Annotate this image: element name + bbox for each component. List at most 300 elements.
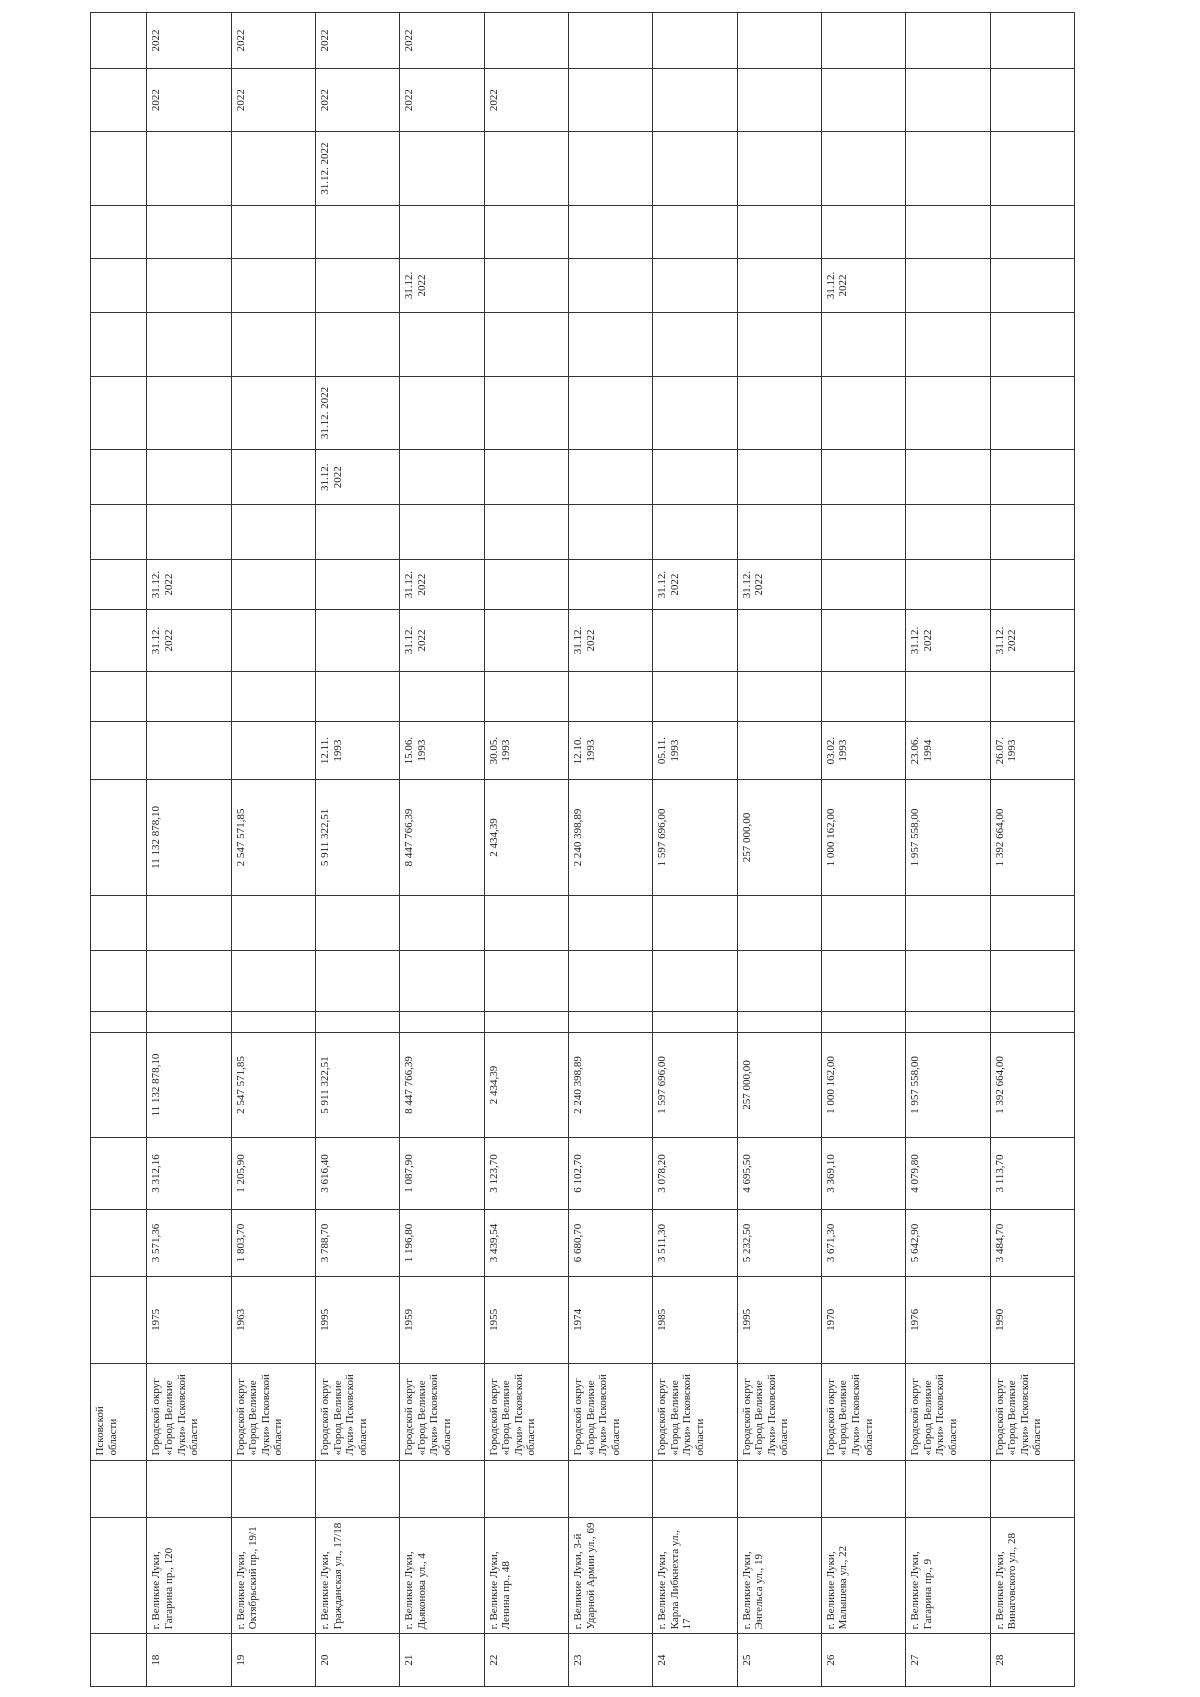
deadline-cell [147, 313, 231, 376]
cost-total-cell [91, 780, 147, 896]
construction-year-cell: 1959 [400, 1277, 484, 1363]
municipality-cell: Городской округ «Город Великие Луки» Псковской области [821, 1363, 905, 1460]
empty-cell [231, 1011, 315, 1032]
deadline-cell: 31.12. 2022 [315, 132, 399, 206]
deadline-cell: 31.12. 2022 [568, 610, 652, 671]
cost-total-cell: 1 392 664,00 [990, 780, 1075, 896]
municipality-cell: Городской округ «Город Великие Луки» Псковской области [653, 1363, 737, 1460]
deadline-cell [821, 610, 905, 671]
table-row [653, 13, 737, 1687]
cost-total-cell: 5 911 322,51 [315, 780, 399, 896]
privatization-date-cell [147, 722, 231, 780]
deadline-cell [821, 313, 905, 376]
empty-cell [653, 895, 737, 950]
cost-cell: 1 392 664,00 [990, 1032, 1075, 1137]
year-cell [737, 13, 821, 69]
deadline-cell [91, 313, 147, 376]
deadline-cell: 31.12. 2022 [147, 610, 231, 671]
empty-cell [737, 895, 821, 950]
deadline-cell [568, 205, 652, 258]
empty-cell [568, 1460, 652, 1518]
deadline-cell [400, 313, 484, 376]
row-number: 22 [484, 1634, 568, 1687]
empty-cell [821, 671, 905, 722]
deadline-cell [990, 450, 1075, 505]
construction-year-cell: 1955 [484, 1277, 568, 1363]
row-number: 19 [231, 1634, 315, 1687]
cost-cell [91, 1032, 147, 1137]
deadline-cell [737, 450, 821, 505]
empty-cell [568, 671, 652, 722]
empty-cell [737, 950, 821, 1011]
empty-cell [990, 895, 1075, 950]
empty-cell [315, 1460, 399, 1518]
address-cell: г. Великие Луки, Гагарина пр., 9 [906, 1518, 990, 1634]
empty-cell [653, 1460, 737, 1518]
construction-year-cell: 1970 [821, 1277, 905, 1363]
empty-cell [91, 1460, 147, 1518]
year-cell [653, 13, 737, 69]
deadline-cell [990, 132, 1075, 206]
deadline-cell [231, 610, 315, 671]
table-row [990, 13, 1075, 1687]
deadline-cell [400, 450, 484, 505]
deadline-cell [821, 505, 905, 560]
deadline-cell [91, 205, 147, 258]
deadline-cell [737, 376, 821, 450]
deadline-cell [990, 258, 1075, 313]
privatization-date-cell [737, 722, 821, 780]
cost-total-cell: 11 132 878,10 [147, 780, 231, 896]
privatization-date-cell: 26.07. 1993 [990, 722, 1075, 780]
deadline-cell [147, 258, 231, 313]
municipality-cell: Городской округ «Город Великие Луки» Псковской области [906, 1363, 990, 1460]
deadline-cell: 31.12. 2022 [653, 559, 737, 610]
deadline-cell [147, 450, 231, 505]
deadline-cell [484, 376, 568, 450]
empty-cell [990, 671, 1075, 722]
total-area-cell: 3 671,30 [821, 1209, 905, 1276]
cost-total-cell: 1 957 558,00 [906, 780, 990, 896]
deadline-cell [231, 559, 315, 610]
empty-cell [906, 1011, 990, 1032]
empty-cell [400, 1011, 484, 1032]
municipality-cell: Городской округ «Город Великие Луки» Псковской области [484, 1363, 568, 1460]
year-cell: 2022 [231, 68, 315, 131]
deadline-cell [821, 132, 905, 206]
municipality-cell: Городской округ «Город Великие Луки» Псковской области [568, 1363, 652, 1460]
privatization-date-cell: 30.05. 1993 [484, 722, 568, 780]
year-cell [990, 13, 1075, 69]
empty-cell [231, 1460, 315, 1518]
year-cell [91, 68, 147, 131]
deadline-cell [821, 450, 905, 505]
empty-cell [990, 950, 1075, 1011]
deadline-cell [906, 258, 990, 313]
cost-cell: 1 957 558,00 [906, 1032, 990, 1137]
empty-cell [821, 950, 905, 1011]
year-cell [821, 68, 905, 131]
empty-cell [990, 1460, 1075, 1518]
cost-cell: 2 434,39 [484, 1032, 568, 1137]
empty-cell [906, 1460, 990, 1518]
deadline-cell [484, 132, 568, 206]
year-cell [906, 13, 990, 69]
total-area-cell: 3 511,30 [653, 1209, 737, 1276]
total-area-cell: 5 232,50 [737, 1209, 821, 1276]
empty-cell [821, 895, 905, 950]
table-row [91, 13, 147, 1687]
construction-year-cell: 1985 [653, 1277, 737, 1363]
deadline-cell: 31.12. 2022 [147, 559, 231, 610]
deadline-cell: 31.12. 2022 [315, 450, 399, 505]
municipality-cell: Псковской области [91, 1363, 147, 1460]
year-cell [906, 68, 990, 131]
empty-cell [91, 950, 147, 1011]
municipality-cell: Городской округ «Город Великие Луки» Псковской области [231, 1363, 315, 1460]
deadline-cell [737, 205, 821, 258]
address-cell: г. Великие Луки, Малышева ул., 22 [821, 1518, 905, 1634]
empty-cell [400, 950, 484, 1011]
year-cell [568, 68, 652, 131]
empty-cell [400, 1460, 484, 1518]
deadline-cell [568, 258, 652, 313]
total-area-cell: 3 571,36 [147, 1209, 231, 1276]
row-number: 23 [568, 1634, 652, 1687]
cost-cell: 11 132 878,10 [147, 1032, 231, 1137]
cost-cell: 1 000 162,00 [821, 1032, 905, 1137]
deadline-cell [653, 610, 737, 671]
construction-year-cell: 1995 [315, 1277, 399, 1363]
year-cell: 2022 [231, 13, 315, 69]
year-cell: 2022 [147, 68, 231, 131]
empty-cell [568, 895, 652, 950]
privatization-date-cell: 05.11. 1993 [653, 722, 737, 780]
empty-cell [147, 671, 231, 722]
deadline-cell [315, 258, 399, 313]
year-cell: 2022 [484, 68, 568, 131]
deadline-cell [315, 610, 399, 671]
empty-cell [484, 1011, 568, 1032]
deadline-cell [484, 313, 568, 376]
total-area-cell: 5 642,90 [906, 1209, 990, 1276]
deadline-cell: 31.12. 2022 [906, 610, 990, 671]
cost-total-cell: 2 547 571,85 [231, 780, 315, 896]
deadline-cell: 31.12. 2022 [737, 559, 821, 610]
living-area-cell: 6 102,70 [568, 1138, 652, 1210]
construction-year-cell: 1975 [147, 1277, 231, 1363]
empty-cell [400, 671, 484, 722]
living-area-cell: 3 078,20 [653, 1138, 737, 1210]
cost-cell: 2 240 398,89 [568, 1032, 652, 1137]
deadline-cell [653, 205, 737, 258]
deadline-cell [231, 376, 315, 450]
deadline-cell [653, 258, 737, 313]
empty-cell [315, 1011, 399, 1032]
empty-cell [147, 1460, 231, 1518]
deadline-cell [906, 450, 990, 505]
deadline-cell [906, 132, 990, 206]
deadline-cell [568, 450, 652, 505]
table-row [484, 13, 568, 1687]
year-cell: 2022 [315, 68, 399, 131]
cost-cell: 2 547 571,85 [231, 1032, 315, 1137]
deadline-cell [91, 450, 147, 505]
year-cell [990, 68, 1075, 131]
living-area-cell: 3 312,16 [147, 1138, 231, 1210]
deadline-cell: 31.12. 2022 [400, 610, 484, 671]
deadline-cell [147, 205, 231, 258]
privatization-date-cell: 23.06. 1994 [906, 722, 990, 780]
total-area-cell: 3 788,70 [315, 1209, 399, 1276]
construction-year-cell: 1963 [231, 1277, 315, 1363]
deadline-cell [737, 610, 821, 671]
deadline-cell [990, 376, 1075, 450]
deadline-cell [484, 505, 568, 560]
deadline-cell [91, 132, 147, 206]
empty-cell [147, 1011, 231, 1032]
empty-cell [653, 1011, 737, 1032]
deadline-cell [906, 505, 990, 560]
privatization-date-cell: 15.06. 1993 [400, 722, 484, 780]
construction-year-cell: 1976 [906, 1277, 990, 1363]
living-area-cell [91, 1138, 147, 1210]
deadline-cell [906, 205, 990, 258]
address-cell: г. Великие Луки, Энгельса ул., 19 [737, 1518, 821, 1634]
deadline-cell [568, 313, 652, 376]
privatization-date-cell: 12.10. 1993 [568, 722, 652, 780]
cost-total-cell: 1 000 162,00 [821, 780, 905, 896]
cost-cell: 1 597 696,00 [653, 1032, 737, 1137]
construction-year-cell: 1995 [737, 1277, 821, 1363]
address-cell: г. Великие Луки, Гагарина пр., 120 [147, 1518, 231, 1634]
empty-cell [821, 1011, 905, 1032]
privatization-date-cell: 12.11. 1993 [315, 722, 399, 780]
deadline-cell [484, 610, 568, 671]
deadline-cell: 31.12. 2022 [400, 559, 484, 610]
year-cell [653, 68, 737, 131]
privatization-date-cell [231, 722, 315, 780]
housing-register-table [90, 12, 1075, 1687]
deadline-cell [484, 450, 568, 505]
deadline-cell [91, 376, 147, 450]
municipality-cell: Городской округ «Город Великие Луки» Псковской области [990, 1363, 1075, 1460]
deadline-cell [653, 313, 737, 376]
construction-year-cell: 1974 [568, 1277, 652, 1363]
row-number: 20 [315, 1634, 399, 1687]
cost-cell: 5 911 322,51 [315, 1032, 399, 1137]
deadline-cell: 31.12. 2022 [821, 258, 905, 313]
empty-cell [906, 671, 990, 722]
table-row [147, 13, 231, 1687]
deadline-cell [231, 132, 315, 206]
deadline-cell [484, 559, 568, 610]
deadline-cell [400, 132, 484, 206]
cost-cell: 8 447 766,39 [400, 1032, 484, 1137]
year-cell [91, 13, 147, 69]
empty-cell [737, 671, 821, 722]
privatization-date-cell: 03.02. 1993 [821, 722, 905, 780]
deadline-cell [737, 132, 821, 206]
address-cell: г. Великие Луки, Винаговского ул., 28 [990, 1518, 1075, 1634]
total-area-cell: 3 484,70 [990, 1209, 1075, 1276]
cost-total-cell: 8 447 766,39 [400, 780, 484, 896]
deadline-cell [821, 205, 905, 258]
empty-cell [91, 671, 147, 722]
deadline-cell [231, 205, 315, 258]
empty-cell [990, 1011, 1075, 1032]
deadline-cell [906, 376, 990, 450]
deadline-cell [231, 313, 315, 376]
year-cell: 2022 [315, 13, 399, 69]
deadline-cell [568, 132, 652, 206]
table-row [737, 13, 821, 1687]
cost-total-cell: 1 597 696,00 [653, 780, 737, 896]
empty-cell [484, 950, 568, 1011]
deadline-cell [653, 376, 737, 450]
year-cell [737, 68, 821, 131]
rotated-table-wrapper [90, 12, 1075, 1687]
cost-cell: 257 000,00 [737, 1032, 821, 1137]
deadline-cell [400, 205, 484, 258]
address-cell: г. Великие Луки, Ленина пр., 48 [484, 1518, 568, 1634]
empty-cell [484, 1460, 568, 1518]
address-cell: г. Великие Луки, Карла Либкнехта ул., 17 [653, 1518, 737, 1634]
row-number: 18 [147, 1634, 231, 1687]
empty-cell [484, 895, 568, 950]
deadline-cell [400, 376, 484, 450]
deadline-cell [568, 376, 652, 450]
deadline-cell [91, 258, 147, 313]
empty-cell [315, 950, 399, 1011]
empty-cell [231, 895, 315, 950]
municipality-cell: Городской округ «Город Великие Луки» Псковской области [315, 1363, 399, 1460]
year-cell: 2022 [147, 13, 231, 69]
year-cell [484, 13, 568, 69]
empty-cell [484, 671, 568, 722]
deadline-cell [990, 505, 1075, 560]
empty-cell [821, 1460, 905, 1518]
total-area-cell: 6 680,70 [568, 1209, 652, 1276]
empty-cell [91, 895, 147, 950]
living-area-cell: 3 123,70 [484, 1138, 568, 1210]
empty-cell [147, 895, 231, 950]
row-number: 28 [990, 1634, 1075, 1687]
deadline-cell: 31.12. 2022 [315, 376, 399, 450]
table-row [906, 13, 990, 1687]
deadline-cell [91, 559, 147, 610]
year-cell: 2022 [400, 13, 484, 69]
deadline-cell [990, 559, 1075, 610]
municipality-cell: Городской округ «Город Великие Луки» Псковской области [147, 1363, 231, 1460]
deadline-cell [821, 376, 905, 450]
empty-cell [315, 895, 399, 950]
deadline-cell [568, 505, 652, 560]
empty-cell [737, 1011, 821, 1032]
table-row [568, 13, 652, 1687]
row-number: 25 [737, 1634, 821, 1687]
living-area-cell: 1 087,90 [400, 1138, 484, 1210]
deadline-cell [737, 313, 821, 376]
total-area-cell [91, 1209, 147, 1276]
table-row [821, 13, 905, 1687]
row-number: 24 [653, 1634, 737, 1687]
row-number: 26 [821, 1634, 905, 1687]
deadline-cell [91, 505, 147, 560]
address-cell: г. Великие Луки, Октябрьский пр., 19/1 [231, 1518, 315, 1634]
deadline-cell [990, 205, 1075, 258]
deadline-cell: 31.12. 2022 [990, 610, 1075, 671]
deadline-cell [315, 313, 399, 376]
deadline-cell [484, 205, 568, 258]
deadline-cell [147, 505, 231, 560]
deadline-cell [400, 505, 484, 560]
row-number [91, 1634, 147, 1687]
privatization-date-cell [91, 722, 147, 780]
deadline-cell [147, 132, 231, 206]
deadline-cell [653, 132, 737, 206]
deadline-cell [821, 559, 905, 610]
empty-cell [231, 671, 315, 722]
living-area-cell: 3 616,40 [315, 1138, 399, 1210]
deadline-cell [906, 313, 990, 376]
empty-cell [906, 950, 990, 1011]
living-area-cell: 4 695,50 [737, 1138, 821, 1210]
empty-cell [315, 671, 399, 722]
year-cell [568, 13, 652, 69]
construction-year-cell [91, 1277, 147, 1363]
address-cell: г. Великие Луки, Дьяконова ул., 4 [400, 1518, 484, 1634]
empty-cell [231, 950, 315, 1011]
deadline-cell [91, 610, 147, 671]
deadline-cell [231, 505, 315, 560]
empty-cell [91, 1011, 147, 1032]
total-area-cell: 1 196,80 [400, 1209, 484, 1276]
year-cell [821, 13, 905, 69]
deadline-cell [990, 313, 1075, 376]
deadline-cell [737, 258, 821, 313]
living-area-cell: 1 205,90 [231, 1138, 315, 1210]
total-area-cell: 1 803,70 [231, 1209, 315, 1276]
deadline-cell [315, 505, 399, 560]
cost-total-cell: 2 434,39 [484, 780, 568, 896]
deadline-cell: 31.12. 2022 [400, 258, 484, 313]
empty-cell [653, 950, 737, 1011]
deadline-cell [315, 559, 399, 610]
empty-cell [400, 895, 484, 950]
year-cell: 2022 [400, 68, 484, 131]
deadline-cell [231, 258, 315, 313]
empty-cell [147, 950, 231, 1011]
living-area-cell: 3 369,10 [821, 1138, 905, 1210]
total-area-cell: 3 439,54 [484, 1209, 568, 1276]
row-number: 27 [906, 1634, 990, 1687]
municipality-cell: Городской округ «Город Великие Луки» Псковской области [737, 1363, 821, 1460]
deadline-cell [484, 258, 568, 313]
address-cell: г. Великие Луки, Гражданская ул., 17/18 [315, 1518, 399, 1634]
empty-cell [568, 1011, 652, 1032]
deadline-cell [653, 505, 737, 560]
construction-year-cell: 1990 [990, 1277, 1075, 1363]
municipality-cell: Городской округ «Город Великие Луки» Псковской области [400, 1363, 484, 1460]
deadline-cell [737, 505, 821, 560]
table-row [400, 13, 484, 1687]
deadline-cell [147, 376, 231, 450]
empty-cell [906, 895, 990, 950]
deadline-cell [315, 205, 399, 258]
deadline-cell [653, 450, 737, 505]
cost-total-cell: 257 000,00 [737, 780, 821, 896]
